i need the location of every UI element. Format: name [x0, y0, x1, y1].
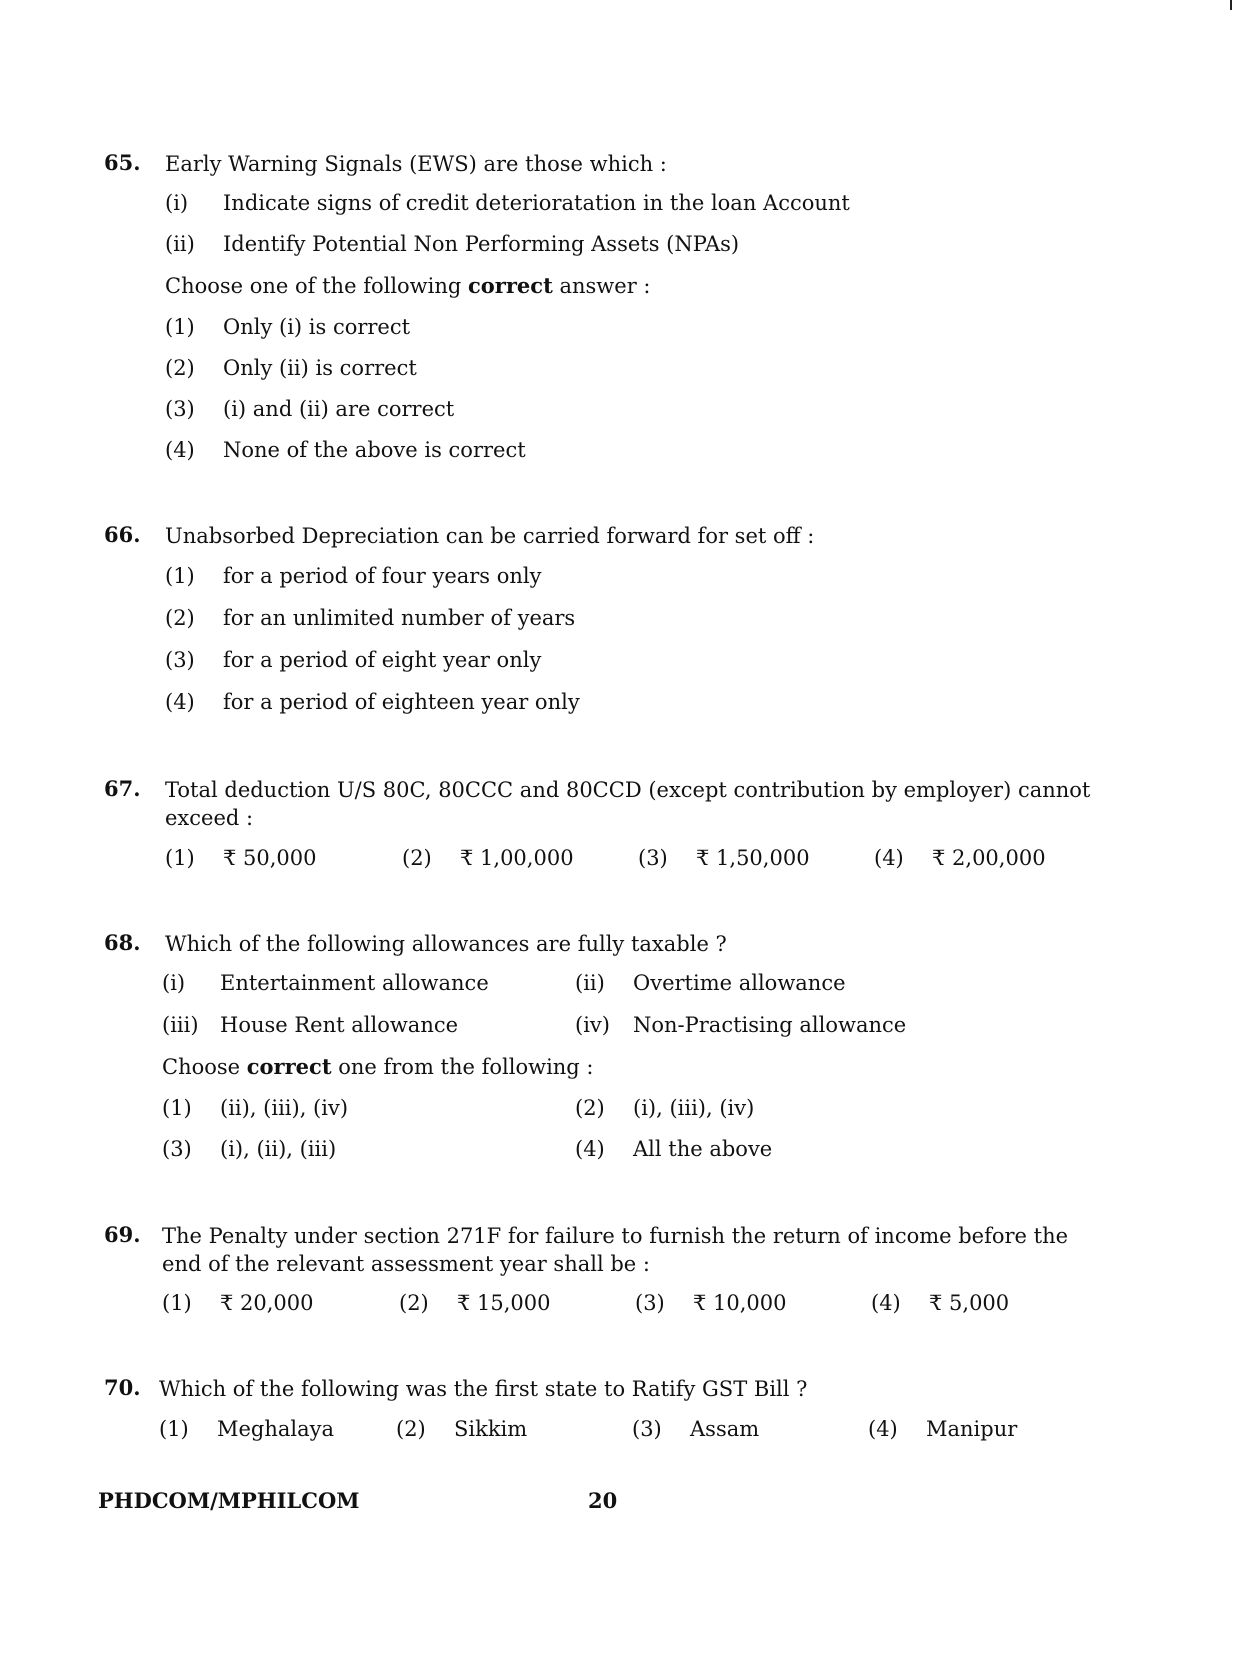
option-text: ₹ 5,000 [929, 1291, 1010, 1315]
option-text: ₹ 10,000 [693, 1291, 787, 1315]
statement-label: (i) [162, 971, 186, 995]
option-label: (2) [402, 846, 432, 870]
statement-label: (i) [165, 191, 189, 215]
option-text: Only (i) is correct [223, 315, 411, 339]
statement-label: (ii) [165, 232, 195, 256]
instruction-pre: Choose [162, 1055, 247, 1079]
instruction-post: answer : [552, 274, 651, 298]
question-number: 70. [104, 1375, 141, 1400]
footer-course-code: PHDCOM/MPHILCOM [98, 1488, 360, 1513]
option-text: Assam [690, 1417, 760, 1441]
statement-label: (iii) [162, 1013, 199, 1037]
question-number: 69. [104, 1222, 141, 1247]
option-label: (2) [165, 356, 195, 380]
option-text: ₹ 50,000 [223, 846, 317, 870]
option-text: (i) and (ii) are correct [223, 397, 455, 421]
question-text: The Penalty under section 271F for failure to furnish the return of income before the end of the relevant assessment year shall be : [162, 1224, 1069, 1276]
option-text: (i), (ii), (iii) [220, 1137, 337, 1161]
question-number: 68. [104, 930, 141, 955]
option-label: (1) [165, 315, 195, 339]
instruction-bold: correct [468, 273, 553, 298]
option-label: (3) [632, 1417, 662, 1441]
option-text: for a period of eighteen year only [223, 690, 580, 714]
option-label: (4) [868, 1417, 898, 1441]
question-number: 67. [104, 776, 141, 801]
option-text: Manipur [926, 1417, 1018, 1441]
question-number: 65. [104, 150, 141, 175]
option-label: (4) [165, 690, 195, 714]
option-label: (1) [159, 1417, 189, 1441]
statement-text: Entertainment allowance [220, 971, 489, 995]
statement-text: Identify Potential Non Performing Assets (NPAs) [223, 232, 740, 256]
option-text: None of the above is correct [223, 438, 526, 462]
option-text: ₹ 1,00,000 [460, 846, 574, 870]
statement-text: Overtime allowance [633, 971, 846, 995]
statement-label: (iv) [575, 1013, 610, 1037]
option-label: (3) [638, 846, 668, 870]
option-text: ₹ 20,000 [220, 1291, 314, 1315]
option-label: (2) [396, 1417, 426, 1441]
option-text: Only (ii) is correct [223, 356, 417, 380]
question-number: 66. [104, 522, 141, 547]
option-text: for a period of four years only [223, 564, 542, 588]
statement-text: House Rent allowance [220, 1013, 459, 1037]
footer-page-number: 20 [588, 1488, 618, 1513]
instruction-pre: Choose one of the following [165, 274, 469, 298]
option-label: (4) [575, 1137, 605, 1161]
question-text: Total deduction U/S 80C, 80CCC and 80CCD (except contribution by employer) cannot exceed : [165, 778, 1091, 830]
instruction [165, 273, 651, 298]
option-text: All the above [633, 1137, 773, 1161]
option-label: (4) [874, 846, 904, 870]
instruction-post: one from the following : [331, 1055, 594, 1079]
question-text: Unabsorbed Depreciation can be carried forward for set off : [165, 524, 815, 548]
option-label: (1) [165, 846, 195, 870]
option-text: Meghalaya [217, 1417, 335, 1441]
option-text: ₹ 15,000 [457, 1291, 551, 1315]
option-label: (3) [162, 1137, 192, 1161]
option-label: (2) [165, 606, 195, 630]
option-label: (3) [165, 397, 195, 421]
option-text: ₹ 2,00,000 [932, 846, 1046, 870]
question-text: Early Warning Signals (EWS) are those which : [165, 152, 667, 176]
question-text: Which of the following allowances are fully taxable ? [165, 932, 727, 956]
statement-text: Non-Practising allowance [633, 1013, 907, 1037]
option-text: (i), (iii), (iv) [633, 1096, 755, 1120]
option-text: Sikkim [454, 1417, 528, 1441]
option-label: (2) [399, 1291, 429, 1315]
option-text: for a period of eight year only [223, 648, 542, 672]
option-text: (ii), (iii), (iv) [220, 1096, 349, 1120]
option-label: (1) [165, 564, 195, 588]
option-text: for an unlimited number of years [223, 606, 576, 630]
option-label: (4) [165, 438, 195, 462]
statement-label: (ii) [575, 971, 605, 995]
option-label: (3) [635, 1291, 665, 1315]
option-label: (1) [162, 1096, 192, 1120]
instruction-bold: correct [246, 1054, 332, 1079]
corner-mark [1230, 0, 1232, 10]
option-label: (3) [165, 648, 195, 672]
statement-text: Indicate signs of credit deterioratation in the loan Account [223, 191, 850, 215]
option-label: (4) [871, 1291, 901, 1315]
instruction [162, 1054, 594, 1079]
option-label: (1) [162, 1291, 192, 1315]
option-text: ₹ 1,50,000 [696, 846, 810, 870]
option-label: (2) [575, 1096, 605, 1120]
question-text: Which of the following was the first state to Ratify GST Bill ? [159, 1377, 808, 1401]
